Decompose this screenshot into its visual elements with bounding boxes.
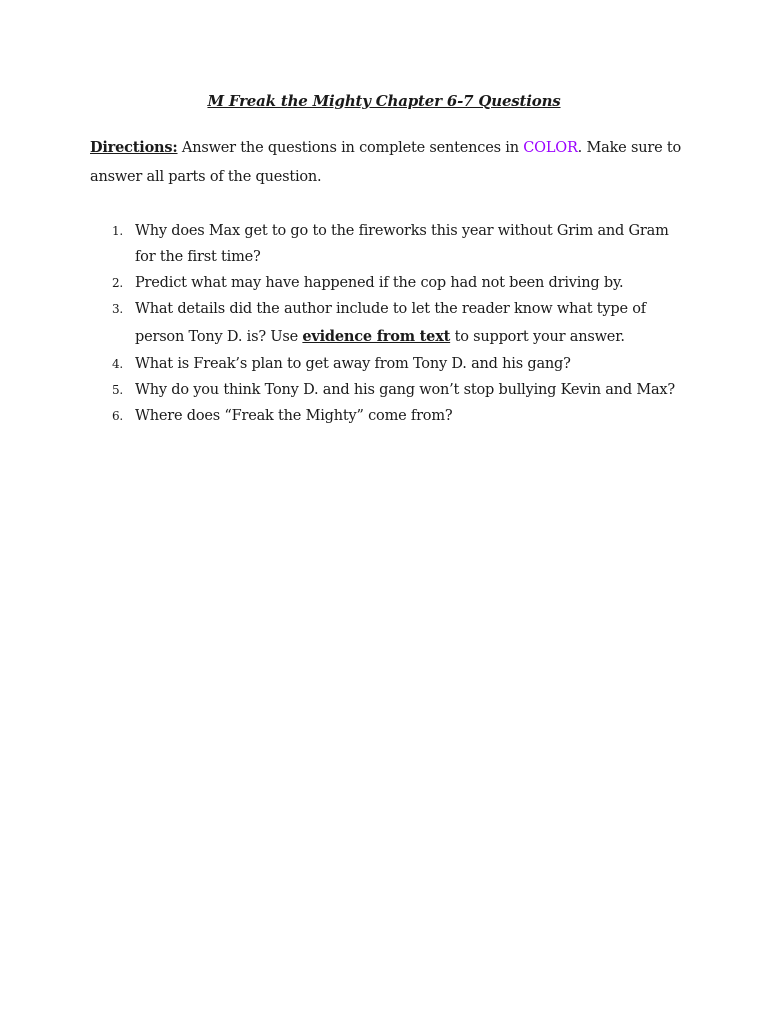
question-item-3 — [90, 296, 682, 351]
question-text: What is Freak’s plan to get away from Tony D. and his gang? — [135, 356, 571, 372]
question-number: 3. — [112, 302, 124, 316]
question-number: 5. — [112, 383, 124, 397]
directions-paragraph — [90, 133, 682, 192]
question-emphasis: evidence from text — [302, 328, 451, 345]
question-text-after: to support your answer. — [450, 329, 625, 345]
question-number: 1. — [112, 224, 124, 238]
question-text-before: What details did the author include to let the reader know what type of person Tony D. is? Use — [135, 301, 646, 345]
question-item-1 — [90, 218, 682, 270]
question-item-6 — [90, 403, 682, 429]
question-text: Predict what may have happened if the cop had not been driving by. — [135, 275, 624, 291]
question-number: 4. — [112, 357, 124, 371]
directions-text-after: . Make sure to answer all parts of the question. — [90, 140, 682, 185]
question-item-2 — [90, 270, 682, 296]
directions-text-before: Answer the questions in complete sentences in — [177, 140, 524, 156]
directions-color-word: COLOR — [523, 140, 578, 156]
directions-label: Directions: — [90, 139, 178, 156]
page-title: M Freak the Mighty Chapter 6-7 Questions — [207, 92, 561, 110]
question-list — [90, 218, 682, 429]
question-text: Where does “Freak the Mighty” come from? — [135, 408, 453, 424]
question-number: 6. — [112, 409, 124, 423]
question-number: 2. — [112, 276, 124, 290]
question-item-5 — [90, 377, 682, 403]
question-item-4 — [90, 351, 682, 377]
question-text: Why does Max get to go to the fireworks this year without Grim and Gram for the first time? — [135, 223, 669, 265]
question-text: Why do you think Tony D. and his gang won’t stop bullying Kevin and Max? — [135, 382, 675, 398]
